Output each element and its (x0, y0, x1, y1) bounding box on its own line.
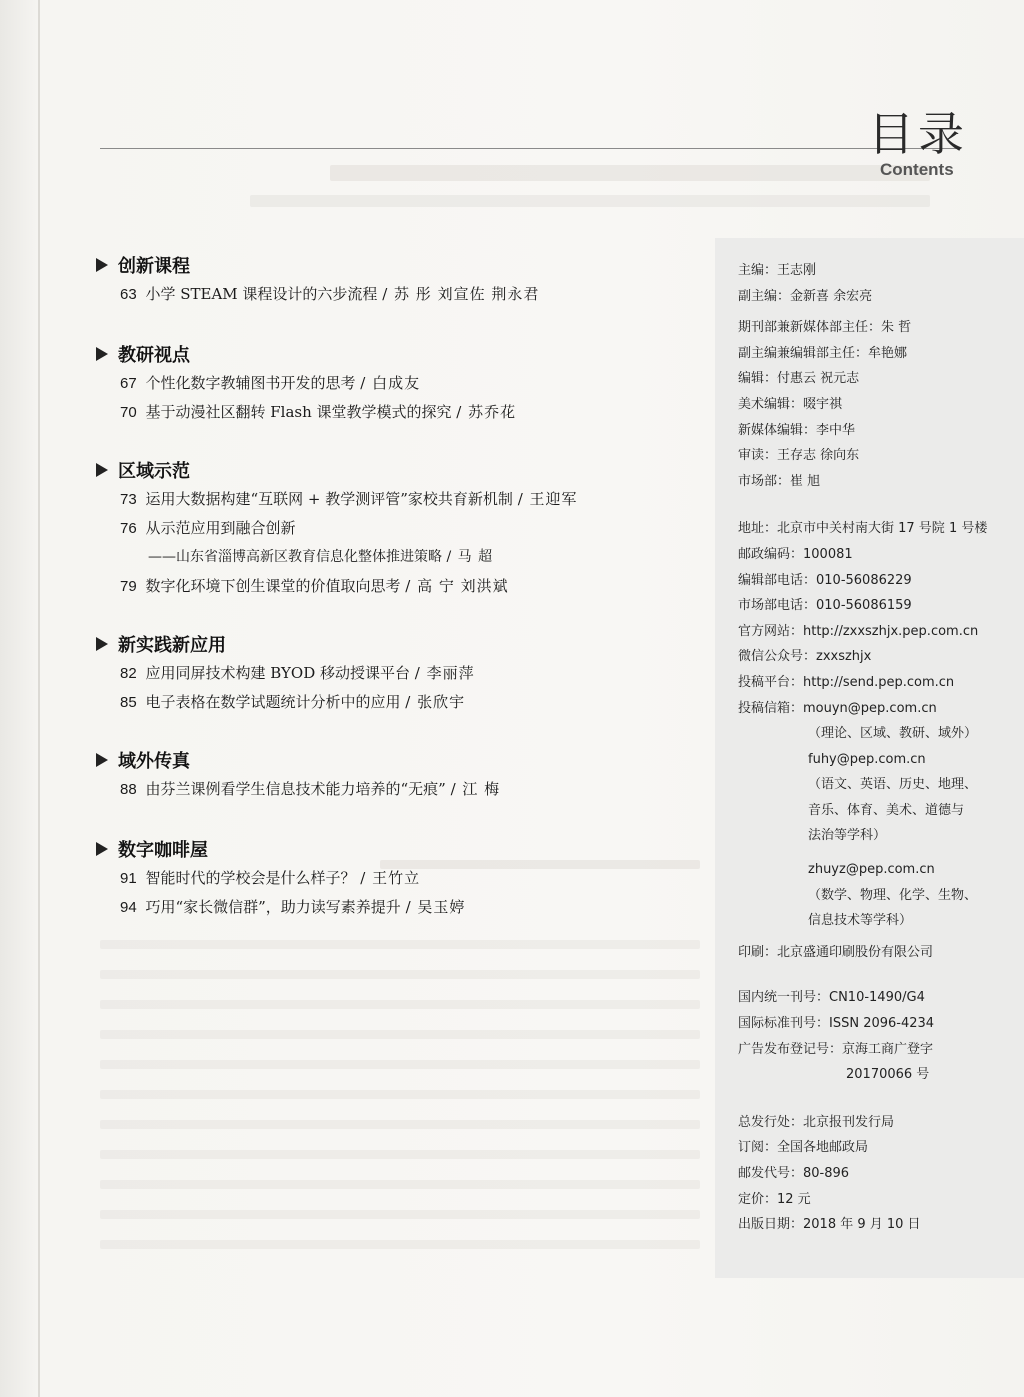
masthead-line: 审读：王存志 徐向东 (738, 448, 860, 464)
email-link[interactable]: fuhy@pep.com.cn (808, 751, 926, 767)
page-subtitle: Contents (880, 160, 954, 179)
phone-line: 市场部电话：010-56086159 (738, 598, 912, 614)
page-number: 63 (120, 286, 137, 303)
registration-line: 国际标准刊号：ISSN 2096-4234 (738, 1016, 935, 1032)
article-title: 基于动漫社区翻转 Flash 课堂教学模式的探究 (145, 403, 452, 421)
toc-entry[interactable] (96, 369, 706, 398)
publish-date-line: 出版日期：2018 年 9 月 10 日 (738, 1217, 921, 1233)
registration-line: 国内统一刊号：CN10-1490/G4 (738, 990, 925, 1006)
spacer (738, 965, 1018, 985)
article-title: 巧用“家长微信群”，助力读写素养提升 (145, 898, 401, 916)
triangle-bullet-icon (96, 753, 108, 767)
show-through-line (330, 165, 930, 181)
article-author: / 马 超 (446, 549, 494, 565)
show-through-line (100, 1060, 700, 1069)
article-author: / 吴玉婷 (405, 898, 466, 916)
page-number: 67 (120, 375, 137, 392)
masthead-line: 主编：王志刚 (738, 263, 817, 278)
section-title: 创新课程 (118, 256, 190, 277)
section-heading (96, 455, 706, 485)
email-link[interactable]: 投稿信箱：mouyn@pep.com.cn (738, 700, 937, 716)
toc-entry[interactable] (96, 659, 706, 688)
toc-entry[interactable] (96, 485, 706, 514)
triangle-bullet-icon (96, 258, 108, 272)
phone-line: 编辑部电话：010-56086229 (738, 572, 912, 588)
toc-entry[interactable] (96, 688, 706, 717)
address-line: 地址：北京市中关村南大街 17 号院 1 号楼 (738, 521, 988, 537)
section-heading (96, 834, 706, 864)
printer-line: 印刷：北京盛通印刷股份有限公司 (738, 944, 934, 960)
show-through-line (100, 1210, 700, 1219)
masthead-line: 市场部：崔 旭 (738, 473, 821, 489)
email-link[interactable]: zhuyz@pep.com.cn (808, 862, 935, 878)
distribution-line: 邮发代号：80-896 (738, 1166, 850, 1181)
email-note: （数学、物理、化学、生物、 (808, 887, 978, 903)
article-subtitle: ——山东省淄博高新区教育信息化整体推进策略 (148, 549, 442, 565)
article-author: / 王竹立 (360, 869, 421, 887)
registration-line: 广告发布登记号：京海工商广登字 (738, 1041, 934, 1057)
show-through-line (100, 1000, 700, 1009)
toc-entry[interactable] (96, 775, 706, 804)
email-note: 信息技术等学科） (808, 913, 913, 929)
article-title: 应用同屏技术构建 BYOD 移动授课平台 (145, 664, 410, 682)
page-number: 91 (120, 870, 137, 887)
email-note: （理论、区域、教研、域外） (808, 726, 978, 742)
masthead (738, 258, 1018, 1238)
show-through-line (100, 1150, 700, 1159)
triangle-bullet-icon (96, 842, 108, 856)
page-number: 82 (120, 665, 137, 682)
page-number: 70 (120, 404, 137, 421)
masthead-line: 新媒体编辑：李中华 (738, 422, 856, 438)
spacer (738, 494, 1018, 516)
page-number: 73 (120, 491, 137, 508)
triangle-bullet-icon (96, 637, 108, 651)
toc-entry[interactable] (96, 398, 706, 427)
section-title: 区域示范 (118, 461, 190, 482)
section-heading (96, 339, 706, 369)
show-through-line (100, 970, 700, 979)
distribution-line: 总发行处：北京报刊发行局 (738, 1114, 895, 1130)
page-number: 94 (120, 899, 137, 916)
toc-entry[interactable] (96, 280, 706, 309)
page-number: 88 (120, 781, 137, 798)
toc-entry[interactable] (96, 864, 706, 893)
show-through-line (100, 1120, 700, 1129)
show-through-line (100, 1180, 700, 1189)
page-number: 85 (120, 694, 137, 711)
header-rule (100, 148, 960, 149)
show-through-line (100, 1030, 700, 1039)
triangle-bullet-icon (96, 347, 108, 361)
toc-section (96, 339, 706, 427)
page-title: 目录 (868, 107, 968, 161)
masthead-line: 副主编兼编辑部主任：牟艳娜 (738, 345, 908, 361)
submission-link[interactable]: 投稿平台：http://send.pep.com.cn (738, 674, 955, 690)
page-number: 76 (120, 520, 137, 537)
toc-entry[interactable] (96, 893, 706, 922)
section-title: 新实践新应用 (118, 635, 226, 656)
show-through-line (100, 1240, 700, 1249)
email-note: 音乐、体育、美术、道德与 (808, 802, 965, 818)
email-note: 法治等学科） (808, 828, 887, 844)
show-through-line (100, 940, 700, 949)
toc-section (96, 250, 706, 309)
article-author: / 李丽萍 (414, 664, 475, 682)
triangle-bullet-icon (96, 463, 108, 477)
masthead-line: 美术编辑：啜宇祺 (738, 396, 843, 412)
section-title: 域外传真 (118, 751, 190, 772)
price-line: 定价：12 元 (738, 1191, 811, 1207)
section-title: 数字咖啡屋 (118, 840, 208, 861)
page-number: 79 (120, 578, 137, 595)
toc-section (96, 629, 706, 717)
masthead-line: 副主编：金新喜 余宏亮 (738, 288, 873, 304)
article-title: 小学 STEAM 课程设计的六步流程 (145, 285, 378, 303)
toc-entry[interactable] (96, 514, 706, 543)
article-author: / 白成友 (360, 374, 421, 392)
email-note: （语文、英语、历史、地理、 (808, 777, 978, 793)
article-title: 电子表格在数学试题统计分析中的应用 (145, 693, 401, 711)
article-author: / 王迎军 (517, 490, 578, 508)
toc-entry-subtitle[interactable] (96, 543, 706, 572)
article-title: 智能时代的学校会是什么样子？ (145, 869, 356, 887)
distribution-line: 订阅：全国各地邮政局 (738, 1140, 869, 1156)
postcode-line: 邮政编码：100081 (738, 546, 853, 562)
wechat-line: 微信公众号：zxxszhjx (738, 649, 872, 665)
show-through-line (250, 195, 930, 207)
article-title: 从示范应用到融合创新 (145, 519, 296, 537)
show-through-line (100, 1090, 700, 1099)
masthead-line: 期刊部兼新媒体部主任：朱 哲 (738, 320, 912, 336)
article-title: 数字化环境下创生课堂的价值取向思考 (145, 577, 401, 595)
masthead-line: 编辑：付惠云 祝元志 (738, 371, 860, 387)
article-author: / 张欣宇 (405, 693, 466, 711)
article-author: / 江 梅 (450, 780, 501, 798)
toc-section (96, 745, 706, 804)
toc-section (96, 834, 706, 922)
section-heading (96, 745, 706, 775)
article-title: 个性化数字教辅图书开发的思考 (145, 374, 356, 392)
section-title: 教研视点 (118, 345, 190, 366)
toc-section (96, 455, 706, 601)
article-title: 运用大数据构建“互联网 + 教学测评管”家校共育新机制 (145, 490, 513, 508)
registration-line: 20170066 号 (846, 1067, 930, 1083)
toc-entry[interactable] (96, 572, 706, 601)
article-title: 由芬兰课例看学生信息技术能力培养的“无痕” (145, 780, 446, 798)
spacer (738, 1088, 1018, 1110)
website-link[interactable]: 官方网站：http://zxxszhjx.pep.com.cn (738, 623, 979, 639)
article-author: / 高 宁 刘洪斌 (405, 577, 509, 595)
article-author: / 苏 彤 刘宣佐 荆永君 (382, 285, 540, 303)
binding-spine (38, 0, 40, 1397)
section-heading (96, 250, 706, 280)
section-heading (96, 629, 706, 659)
table-of-contents (96, 250, 706, 922)
article-author: / 苏乔花 (456, 403, 517, 421)
